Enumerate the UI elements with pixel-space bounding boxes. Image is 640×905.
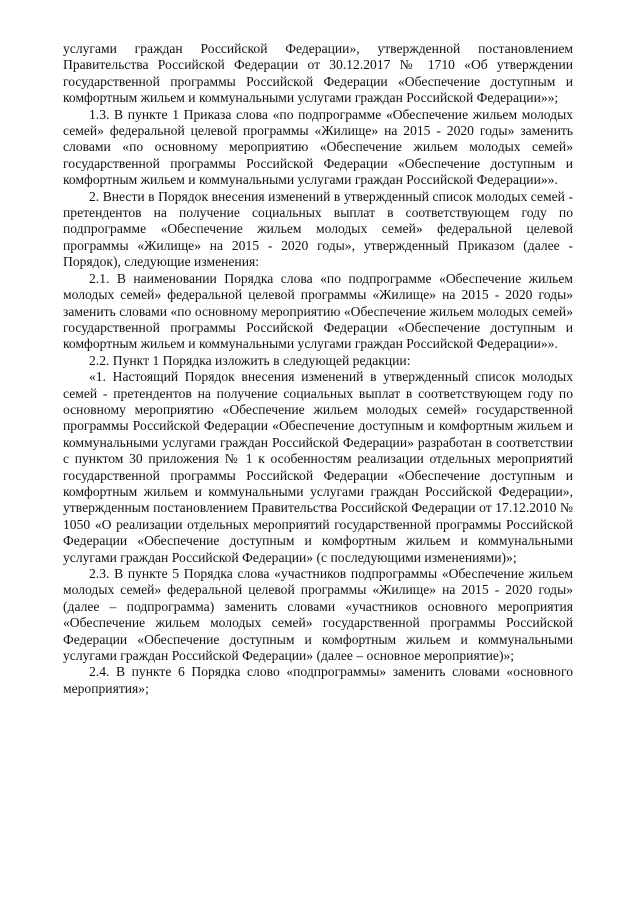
paragraph-2-3: 2.3. В пункте 5 Порядка слова «участников подпрограммы «Обеспечение жильем молодых семей» федеральной целевой программы «Жилище» на 2015 - 2020 годы» (далее – подпрограмма) заменить словами «участников основного мероприятия «Обеспечение жильем молодых семей» государственной программы Российской Федерации «Обеспечение доступным и комфортным жильем и коммунальными услугами граждан Российской Федерации» (далее – основное мероприятие)»; bbox=[63, 566, 573, 664]
document-page bbox=[63, 41, 573, 697]
paragraph-1-3: 1.3. В пункте 1 Приказа слова «по подпрограмме «Обеспечение жильем молодых семей» федеральной целевой программы «Жилище» на 2015 - 2020 годы» заменить словами «по основному мероприятию «Обеспечение жильем молодых семей» государственной программы Российской Федерации «Обеспечение доступным и комфортным жильем и коммунальными услугами граждан Российской Федерации»». bbox=[63, 106, 573, 188]
paragraph-2-2: 2.2. Пункт 1 Порядка изложить в следующей редакции: bbox=[89, 352, 411, 368]
paragraph-continuation: услугами граждан Российской Федерации», утвержденной постановлением Правительства Российской Федерации от 30.12.2017 № 1710 «Об утверждении государственной программы Российской Федерации «Обеспечение доступным и комфортным жильем и коммунальными услугами граждан Российской Федерации»»; bbox=[63, 41, 573, 106]
paragraph-2: 2. Внести в Порядок внесения изменений в утвержденный список молодых семей - претендентов на получение социальных выплат в соответствующем году по подпрограмме «Обеспечение жильем молодых семей» федеральной целевой программы «Жилище» на 2015 - 2020 годы», утвержденный Приказом (далее - Порядок), следующие изменения: bbox=[63, 188, 573, 270]
paragraph-2-4: 2.4. В пункте 6 Порядка слово «подпрограммы» заменить словами «основного мероприятия»; bbox=[63, 664, 573, 696]
paragraph-2-2-text: «1. Настоящий Порядок внесения изменений в утвержденный список молодых семей - претендентов на получение социальных выплат в соответствующем году по основному мероприятию «Обеспечение жильем молодых семей» государственной программы Российской Федерации «Обеспечение доступным и комфортным жильем и коммунальными услугами граждан Российской Федерации» разработан в соответствии с пунктом 30 приложения № 1 к особенностям реализации отдельных мероприятий государственной программы Российской Федерации «Обеспечение доступным и комфортным жильем и коммунальными услугами граждан Российской Федерации», утвержденным постановлением Правительства Российской Федерации от 17.12.2010 № 1050 «О реализации отдельных мероприятий государственной программы Российской Федерации «Обеспечение доступным и комфортным жильем и коммунальными услугами граждан Российской Федерации» (с последующими изменениями)»; bbox=[63, 369, 573, 565]
paragraph-2-1: 2.1. В наименовании Порядка слова «по подпрограмме «Обеспечение жильем молодых семей» федеральной целевой программы «Жилище» на 2015 - 2020 годы» заменить словами «по основному мероприятию «Обеспечение жильем молодых семей» государственной программы Российской Федерации «Обеспечение доступным и комфортным жильем и коммунальными услугами граждан Российской Федерации»». bbox=[63, 270, 573, 352]
